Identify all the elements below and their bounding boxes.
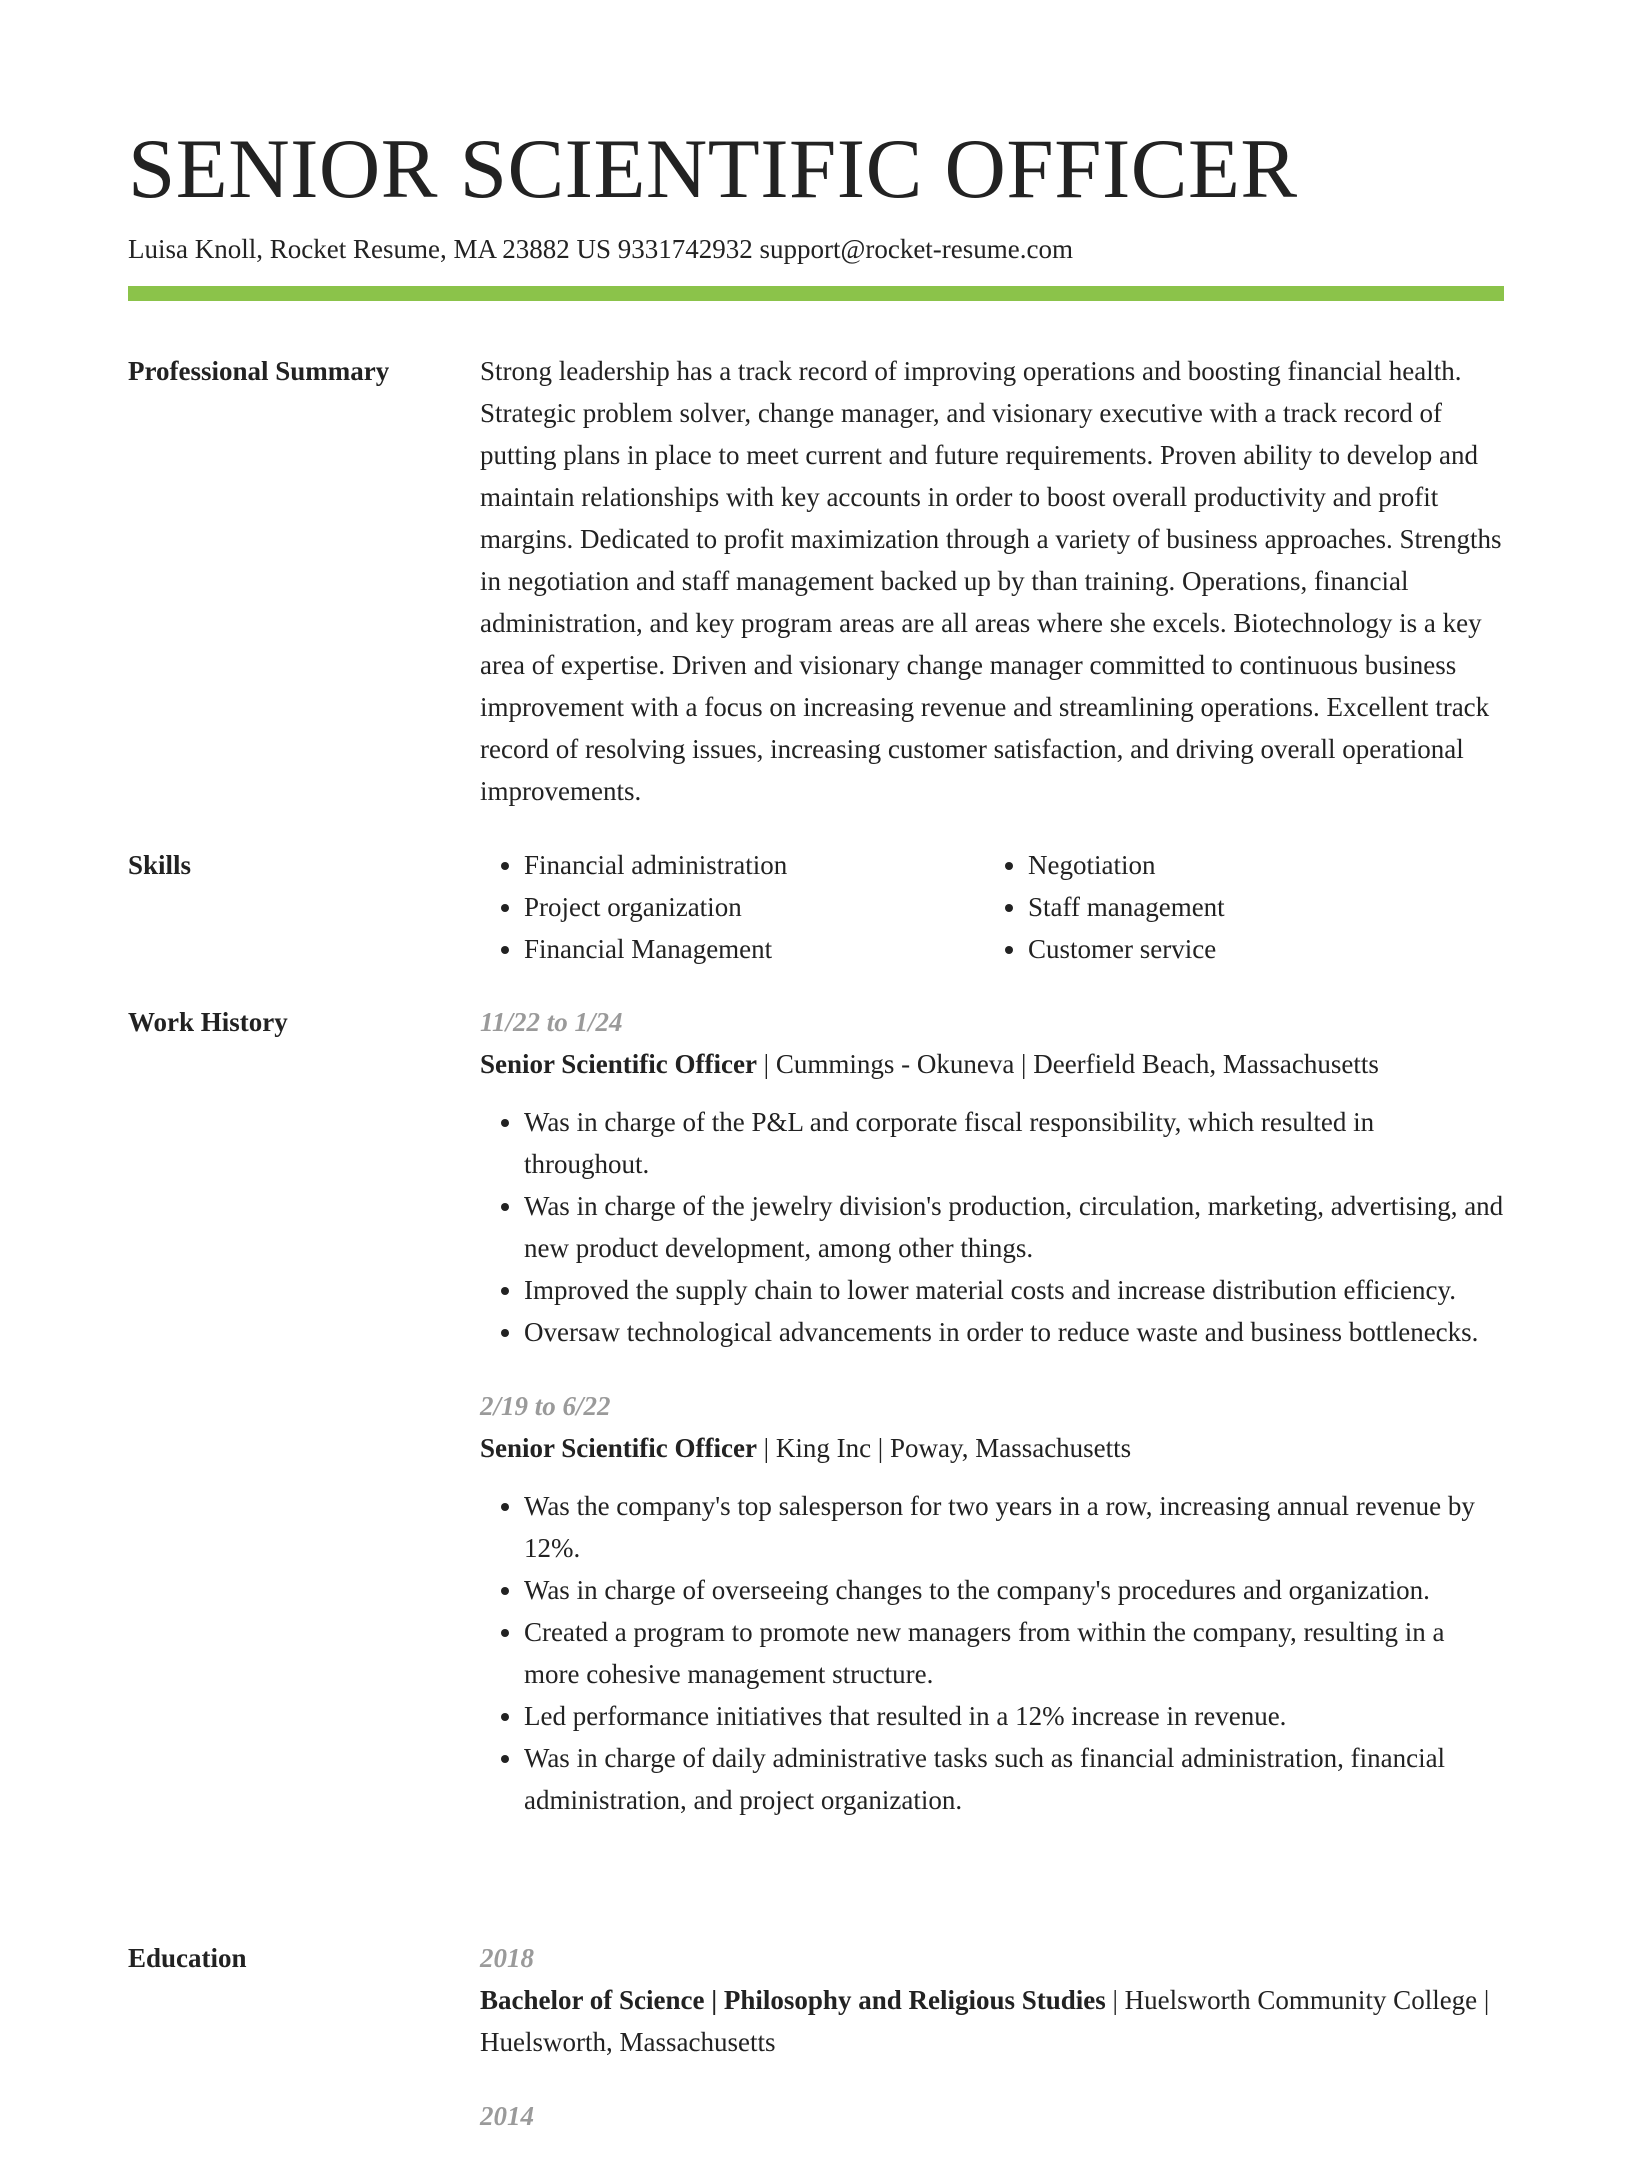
job-bullet: • Was in charge of overseeing changes to the company's procedures and organization. — [524, 1569, 1504, 1611]
skill-item: • Negotiation — [1028, 844, 1488, 886]
education-label: Education — [128, 1943, 247, 1973]
job-bullet: • Was the company's top salesperson for two years in a row, increasing annual revenue by 12%. — [524, 1485, 1504, 1569]
work-body — [480, 1001, 1504, 1853]
work-label: Work History — [128, 1007, 288, 1037]
job-bullet: • Improved the supply chain to lower material costs and increase distribution efficiency. — [524, 1269, 1504, 1311]
job-heading — [480, 1043, 1504, 1085]
job-bullet: • Was in charge of the jewelry division's production, circulation, marketing, advertising, and new product development, among other things. — [524, 1185, 1504, 1269]
skills-list-left — [480, 844, 984, 970]
contact-line: Luisa Knoll, Rocket Resume, MA 23882 US 9331742932 support@rocket-resume.com — [128, 234, 1073, 264]
job-bullets — [480, 1485, 1504, 1821]
skill-item: • Financial administration — [524, 844, 984, 886]
skill-item: • Staff management — [1028, 886, 1488, 928]
skill-item: • Customer service — [1028, 928, 1488, 970]
job-dates: 2/19 to 6/22 — [480, 1391, 611, 1421]
job-dates: 11/22 to 1/24 — [480, 1007, 623, 1037]
job-bullets — [480, 1101, 1504, 1353]
job-bullet: • Created a program to promote new managers from within the company, resulting in a more cohesive management structure. — [524, 1611, 1504, 1695]
job-heading — [480, 1427, 1504, 1469]
education-entry — [480, 1937, 1504, 2063]
job-bullet: • Was in charge of daily administrative tasks such as financial administration, financial administration, and project organization. — [524, 1737, 1504, 1821]
job-employer: | King Inc | Poway, Massachusetts — [756, 1433, 1132, 1463]
resume-title: SENIOR SCIENTIFIC OFFICER — [128, 122, 1298, 216]
job-title: Senior Scientific Officer — [480, 1433, 757, 1463]
job-bullet: • Oversaw technological advancements in order to reduce waste and business bottlenecks. — [524, 1311, 1504, 1353]
job-title: Senior Scientific Officer — [480, 1049, 757, 1079]
job-entry — [480, 1001, 1504, 1353]
skills-label: Skills — [128, 850, 192, 880]
education-heading — [480, 1979, 1504, 2063]
job-bullet: • Was in charge of the P&L and corporate fiscal responsibility, which resulted in throughout. — [524, 1101, 1504, 1185]
skill-item: • Project organization — [524, 886, 984, 928]
skill-item: • Financial Management — [524, 928, 984, 970]
education-year: 2014 — [480, 2101, 534, 2131]
job-employer: | Cummings - Okuneva | Deerfield Beach, Massachusetts — [756, 1049, 1379, 1079]
job-entry — [480, 1385, 1504, 1821]
header-divider — [128, 286, 1504, 301]
skills-list-right — [984, 844, 1488, 970]
education-body — [480, 1937, 1504, 2169]
summary-label: Professional Summary — [128, 356, 390, 386]
education-entry — [480, 2095, 1504, 2137]
education-school: | Huelsworth Community College | Huelsworth, Massachusetts — [480, 1985, 1490, 2057]
education-year: 2018 — [480, 1943, 534, 1973]
summary-body — [480, 350, 1504, 812]
education-degree: Bachelor of Science | Philosophy and Religious Studies — [480, 1985, 1106, 2015]
job-bullet: • Led performance initiatives that resulted in a 12% increase in revenue. — [524, 1695, 1504, 1737]
summary-text: Strong leadership has a track record of improving operations and boosting financial health. Strategic problem solver, change manager, and visionary executive with a track record of putting plans in place to meet current and future requirements. Proven ability to develop and maintain relationships with key accounts in order to boost overall productivity and profit margins. Dedicated to profit maximization through a variety of business approaches. Strengths in negotiation and staff management backed up by than training. Operations, financial administration, and key program areas are all areas where she excels. Biotechnology is a key area of expertise. Driven and visionary change manager committed to continuous business improvement with a focus on increasing revenue and streamlining operations. Excellent track record of resolving issues, increasing customer satisfaction, and driving overall operational improvements. — [480, 356, 1502, 806]
skills-body — [480, 844, 1504, 970]
